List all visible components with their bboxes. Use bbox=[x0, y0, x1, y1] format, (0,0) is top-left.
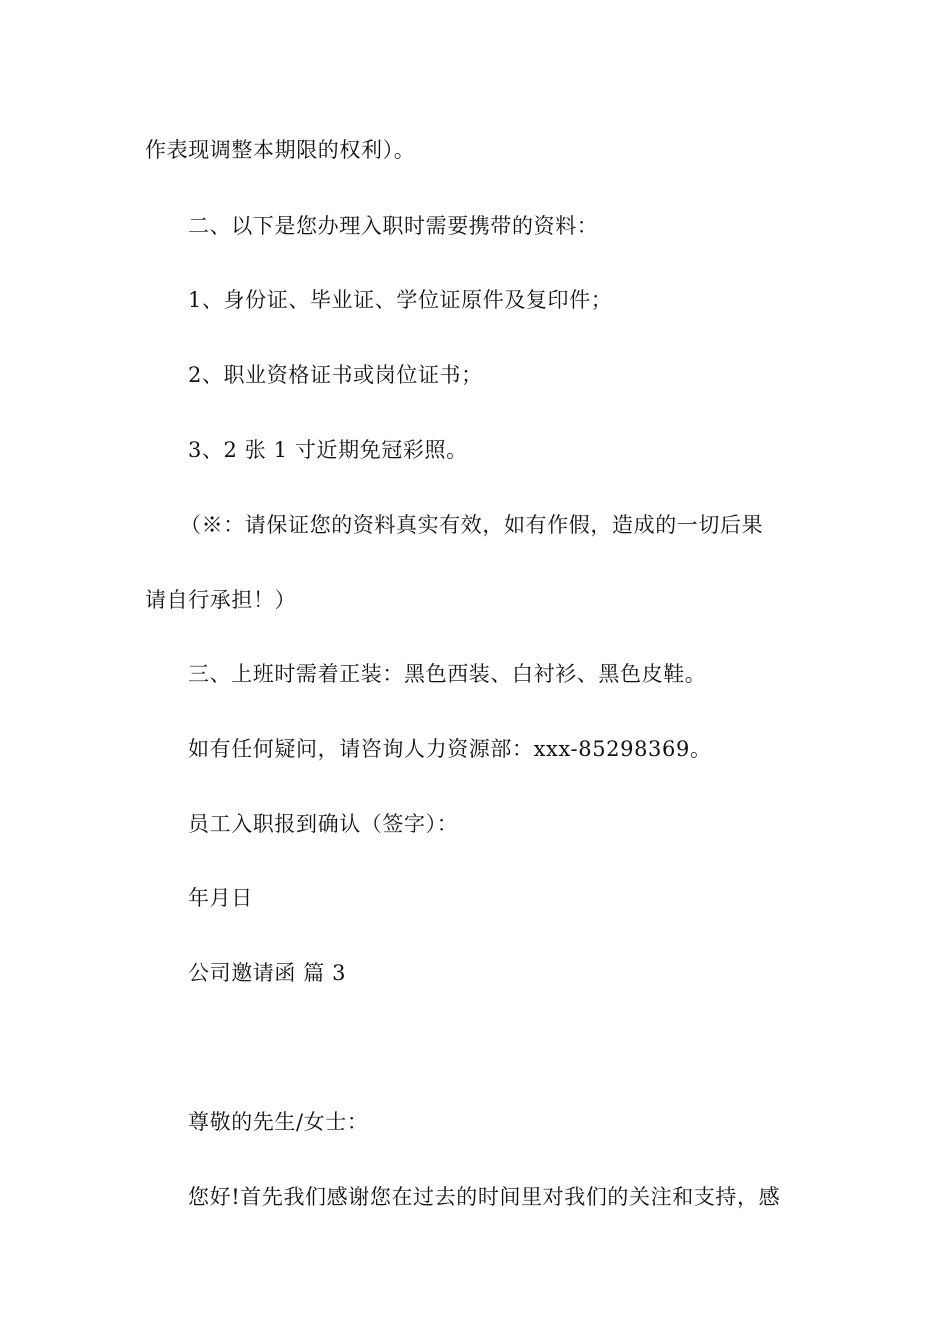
letter-body-line-1: 您好!首先我们感谢您在过去的时间里对我们的关注和支持，感 bbox=[188, 1185, 781, 1209]
notice-line-2: 请自行承担！） bbox=[145, 588, 297, 612]
section-three-dress-code: 三、上班时需着正装：黑色西装、白衬衫、黑色皮鞋。 bbox=[188, 662, 707, 686]
list-item-1: 1、身份证、毕业证、学位证原件及复印件； bbox=[188, 288, 613, 312]
section-title-letter-3: 公司邀请函 篇 3 bbox=[188, 961, 347, 985]
section-two-heading: 二、以下是您办理入职时需要携带的资料： bbox=[188, 214, 599, 238]
paragraph-continuation: 作表现调整本期限的权利）。 bbox=[145, 138, 416, 162]
notice-line-1: （※：请保证您的资料真实有效，如有作假，造成的一切后果 bbox=[180, 513, 764, 537]
signature-confirmation: 员工入职报到确认（签字）： bbox=[188, 812, 459, 836]
list-item-3: 3、2 张 1 寸近期免冠彩照。 bbox=[188, 438, 468, 462]
salutation: 尊敬的先生/女士： bbox=[188, 1110, 369, 1134]
contact-info: 如有任何疑问，请咨询人力资源部：xxx-85298369。 bbox=[188, 737, 712, 761]
list-item-2: 2、职业资格证书或岗位证书； bbox=[188, 363, 483, 387]
date-line: 年月日 bbox=[188, 886, 253, 910]
